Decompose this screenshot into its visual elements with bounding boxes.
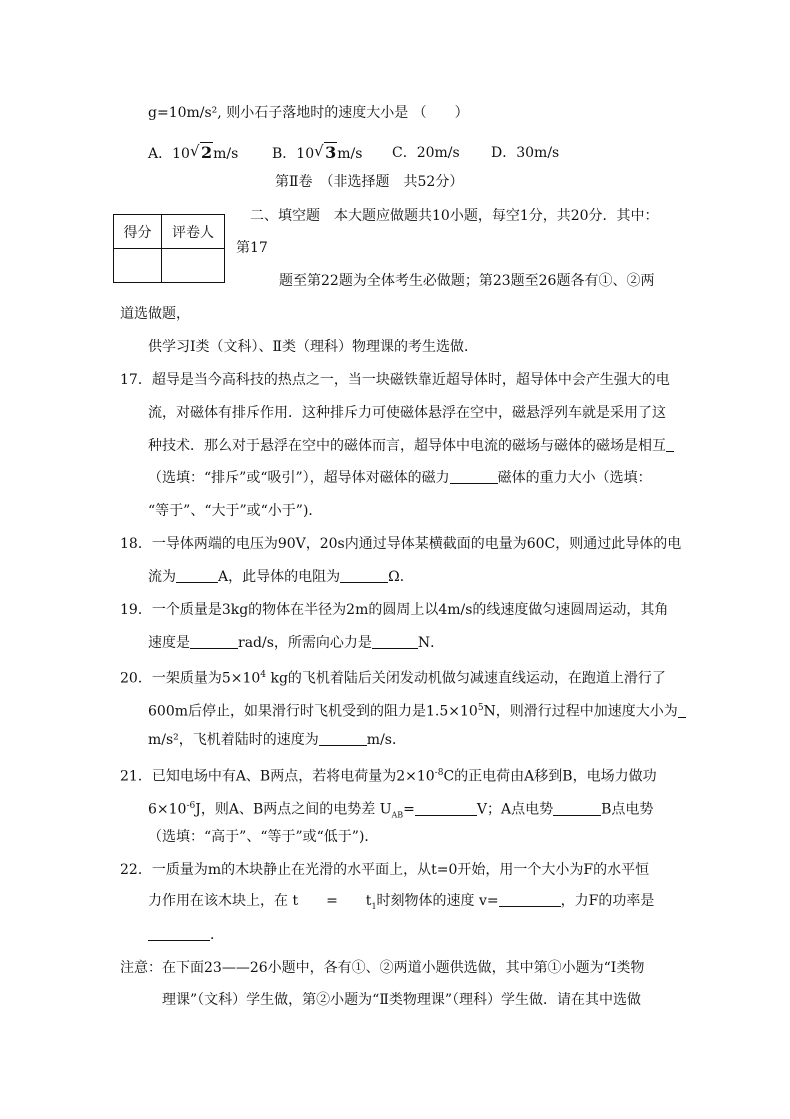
note-line1: 注意：在下面23——26小题中，各有①、②两道小题供选做，其中第①小题为“Ⅰ类物 (120, 960, 645, 976)
q20-blank2[interactable] (319, 731, 367, 746)
q17-line2: 流，对磁体有排斥作用．这种排斥力可使磁体悬浮在空中，磁悬浮列车就是采用了这 (148, 405, 666, 421)
note-line2: 理课”（文科）学生做，第②小题为“Ⅱ类物理课”（理科）学生做．请在其中选做 (162, 992, 641, 1008)
q19-line2: 速度是 rad/s，所需向心力是 N． (148, 635, 445, 651)
fill-intro-line1b: 第17 (236, 240, 268, 256)
q20-line3: m/s²，飞机着陆时的速度为 m/s． (148, 732, 406, 748)
score-cell (114, 249, 162, 283)
q21-blank1[interactable] (415, 801, 477, 816)
fill-intro-line1: 二、填空题 本大题应做题共10小题，每空1分，共20分．其中： (250, 208, 659, 224)
q17-line4: （选填：“排斥”或“吸引”），超导体对磁体的磁力 磁体的重力大小（选填： (148, 470, 652, 486)
score-header: 得分 (114, 215, 162, 249)
q17-blank2[interactable] (450, 469, 498, 484)
q18-line1: 18．一导体两端的电压为90V，20s内通过导体某横截面的电量为60C，则通过此导体的电 (120, 536, 682, 552)
q16-option-b: B．10√ 3m/s (272, 144, 362, 163)
q22-blank1[interactable] (499, 892, 561, 907)
grader-header: 评卷人 (162, 215, 225, 249)
q18-blank2[interactable] (340, 568, 388, 583)
q21-line2: $6\times 10^{-6}J$，则A、B两点之间的电势差 $U_{AB}= V$；A点电势 B点电势 (148, 801, 654, 820)
sqrt-3: 3 (325, 143, 337, 162)
q17-line3: 种技术．那么对于悬浮在空中的磁体而言，超导体中电流的磁场与磁体的磁场是相互 (148, 437, 674, 455)
q20-line1: 20．一架质量为$5\times 10^4$ kg的飞机着陆后关闭发动机做匀减速直线运动，在跑道上滑行了 (120, 670, 666, 687)
q16-option-a: A．10√ 2m/s (148, 144, 238, 163)
q18-blank1[interactable] (176, 568, 218, 583)
q17-line5: “等于”、“大于”或“小于”)． (148, 503, 323, 519)
q22-line3: ． (148, 926, 224, 944)
q21-line3: （选填：“高于”、“等于”或“低于”)． (148, 829, 379, 845)
section2-title: 第Ⅱ卷 （非选择题 共52分） (275, 174, 464, 190)
q17-blank1[interactable] (666, 437, 674, 452)
fill-intro-line2: 题至第22题为全体考生必做题；第23题至26题各有①、②两 (279, 273, 655, 289)
q20-blank1[interactable] (678, 703, 686, 718)
q16-option-d: D．30m/s (491, 145, 560, 161)
q20-line2: 600m后停止，如果滑行时飞机受到的阻力是$1.5\times 10^5N$，则滑行过程中加速度大小为 (148, 699, 686, 721)
q21-line1: 21．已知电场中有A、B两点，若将电荷量为$2\times 10^{-8}C$的正电荷由A移到B，电场力做功 (120, 768, 657, 785)
q19-line1: 19．一个质量是3kg的物体在半径为2m的圆周上以4m/s的线速度做匀速圆周运动，其角 (120, 602, 669, 618)
q19-blank1[interactable] (190, 634, 238, 649)
q19-blank2[interactable] (372, 634, 418, 649)
q22-blank2[interactable] (148, 926, 210, 941)
q18-line2: 流为 A，此导体的电阻为 Ω． (148, 569, 414, 585)
grader-cell (162, 249, 225, 283)
fill-intro-line4: 供学习Ⅰ类（文科）、Ⅱ类（理科）物理课的考生选做． (148, 339, 479, 355)
q21-blank2[interactable] (553, 801, 601, 816)
fill-intro-line3: 道选做题， (120, 306, 190, 322)
q16-tail: g=10m/s², 则小石子落地时的速度大小是 （ ） (148, 105, 469, 121)
q16-option-c: C．20m/s (392, 145, 460, 161)
sqrt-2: 2 (200, 143, 213, 162)
score-table (113, 214, 225, 283)
q22-line1: 22．一质量为m的木块静止在光滑的水平面上，从t=0开始，用一个大小为F的水平恒 (120, 862, 650, 878)
q22-line2: 力作用在该木块上，在 t = $t_1$时刻物体的速度 v= ，力F的功率是 (148, 893, 655, 911)
q17-line1: 17．超导是当今高科技的热点之一，当一块磁铁靠近超导体时，超导体中会产生强大的电 (120, 372, 670, 388)
